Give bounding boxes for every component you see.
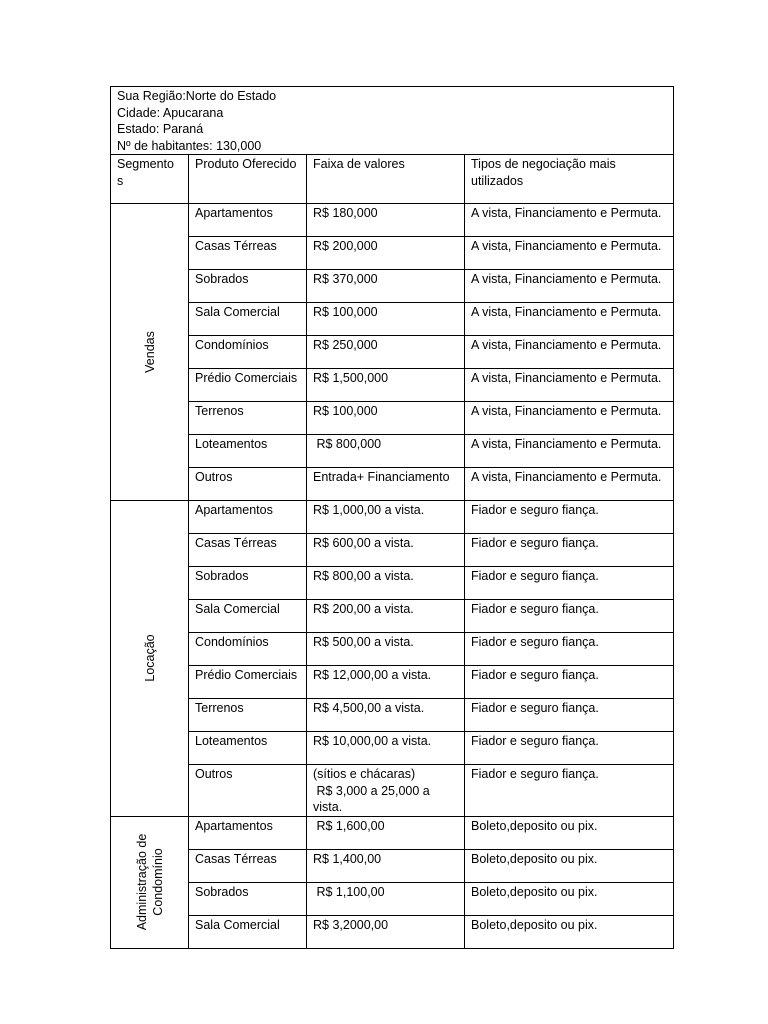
produto-cell	[189, 402, 307, 435]
tipo-text: Boleto,deposito ou pix.	[471, 818, 598, 833]
faixa-cell	[307, 435, 465, 468]
produto-cell	[189, 435, 307, 468]
col-header-faixa	[307, 155, 465, 204]
tipo-cell	[465, 666, 674, 699]
produto-cell	[189, 699, 307, 732]
table-row	[111, 915, 674, 948]
tipo-cell	[465, 915, 674, 948]
faixa-cell	[307, 915, 465, 948]
tipo-cell	[465, 882, 674, 915]
tipo-text: Fiador e seguro fiança.	[471, 701, 599, 715]
produto-text: Apartamentos	[195, 503, 273, 517]
faixa-cell	[307, 270, 465, 303]
faixa-text: R$ 1,600,00	[313, 818, 385, 833]
tipo-cell	[465, 765, 674, 817]
table-row	[111, 237, 674, 270]
table-row	[111, 402, 674, 435]
locacao-label: Locação	[142, 634, 157, 682]
produto-cell	[189, 501, 307, 534]
table-row	[111, 336, 674, 369]
cidade-text: Cidade: Apucarana	[117, 105, 224, 120]
administracao-label	[134, 834, 166, 931]
tipo-text: Fiador e seguro fiança.	[471, 503, 599, 517]
produto-cell	[189, 270, 307, 303]
faixa-cell	[307, 336, 465, 369]
produto-text: Sala Comercial	[195, 917, 280, 932]
faixa-cell	[307, 468, 465, 501]
produto-cell	[189, 204, 307, 237]
produto-cell	[189, 303, 307, 336]
produto-text: Outros	[195, 767, 233, 781]
table-row	[111, 732, 674, 765]
produto-text: Sala Comercial	[195, 305, 280, 319]
table-row	[111, 849, 674, 882]
produto-cell	[189, 816, 307, 849]
estado-text: Estado: Paraná	[117, 122, 204, 136]
produto-cell	[189, 534, 307, 567]
tipo-cell	[465, 567, 674, 600]
table-row	[111, 204, 674, 237]
col-header-segmentos	[111, 155, 189, 204]
produto-text: Terrenos	[195, 404, 244, 418]
faixa-cell	[307, 402, 465, 435]
faixa-cell	[307, 237, 465, 270]
administracao-section	[111, 816, 674, 948]
tipo-text: A vista, Financiamento e Permuta.	[471, 371, 662, 385]
faixa-text: R$ 1,400,00	[313, 851, 382, 866]
header-info-cell	[111, 87, 674, 155]
faixa-text: R$ 10,000,00 a vista.	[313, 734, 432, 748]
col-header-tipos	[465, 155, 674, 204]
produto-text: Sobrados	[195, 884, 249, 899]
tipo-text: Fiador e seguro fiança.	[471, 569, 599, 583]
tipo-text: A vista, Financiamento e Permuta.	[471, 338, 662, 352]
table-row	[111, 816, 674, 849]
tipo-text: Fiador e seguro fiança.	[471, 734, 599, 748]
produto-text: Outros	[195, 470, 233, 484]
faixa-text: R$ 3,2000,00	[313, 917, 389, 932]
tipo-text: A vista, Financiamento e Permuta.	[471, 239, 662, 253]
tipo-text: A vista, Financiamento e Permuta.	[471, 437, 662, 451]
faixa-text: R$ 4,500,00 a vista.	[313, 701, 425, 715]
tipo-cell	[465, 435, 674, 468]
produto-cell	[189, 336, 307, 369]
col-header-produto	[189, 155, 307, 204]
table-row	[111, 501, 674, 534]
col-header-tipos-text: Tipos de negociação mais utilizados	[471, 157, 616, 188]
faixa-text: R$ 200,00 a vista.	[313, 602, 414, 616]
tipo-cell	[465, 600, 674, 633]
table-row	[111, 468, 674, 501]
produto-cell	[189, 732, 307, 765]
produto-text: Condomínios	[195, 635, 269, 649]
tipo-cell	[465, 237, 674, 270]
produto-text: Casas Térreas	[195, 239, 277, 253]
tipo-cell	[465, 816, 674, 849]
produto-text: Apartamentos	[195, 818, 273, 833]
faixa-text: R$ 500,00 a vista.	[313, 635, 414, 649]
tipo-text: Boleto,deposito ou pix.	[471, 884, 598, 899]
faixa-text: R$ 370,000	[313, 272, 378, 286]
faixa-cell	[307, 534, 465, 567]
segment-cell-administracao	[111, 816, 189, 948]
tipo-cell	[465, 534, 674, 567]
faixa-text: Entrada+ Financiamento	[313, 470, 450, 484]
faixa-cell	[307, 699, 465, 732]
produto-cell	[189, 633, 307, 666]
produto-cell	[189, 369, 307, 402]
tipo-text: Boleto,deposito ou pix.	[471, 917, 598, 932]
tipo-text: A vista, Financiamento e Permuta.	[471, 404, 662, 418]
tipo-text: Fiador e seguro fiança.	[471, 668, 599, 682]
faixa-cell	[307, 567, 465, 600]
tipo-text: A vista, Financiamento e Permuta.	[471, 206, 662, 220]
tipo-text: Fiador e seguro fiança.	[471, 635, 599, 649]
tipo-text: Fiador e seguro fiança.	[471, 767, 599, 781]
faixa-text: R$ 200,000	[313, 239, 378, 253]
faixa-cell	[307, 882, 465, 915]
faixa-text: R$ 1,000,00 a vista.	[313, 503, 425, 517]
table-row	[111, 765, 674, 817]
produto-text: Prédio Comerciais	[195, 668, 298, 682]
produto-cell	[189, 765, 307, 817]
regiao-text: Sua Região:Norte do Estado	[117, 89, 277, 103]
faixa-text: R$ 800,00 a vista.	[313, 569, 414, 583]
faixa-line-text: vista.	[313, 800, 343, 814]
segment-cell-locacao	[111, 501, 189, 817]
faixa-cell	[307, 600, 465, 633]
produto-text: Loteamentos	[195, 734, 268, 748]
table-row	[111, 699, 674, 732]
faixa-text: R$ 100,000	[313, 305, 378, 319]
table-row	[111, 534, 674, 567]
table-row	[111, 369, 674, 402]
tipo-cell	[465, 204, 674, 237]
vendas-section	[111, 204, 674, 501]
tipo-cell	[465, 501, 674, 534]
locacao-section	[111, 501, 674, 817]
tipo-cell	[465, 336, 674, 369]
produto-text: Condomínios	[195, 338, 269, 352]
col-header-faixa-text: Faixa de valores	[313, 157, 405, 171]
faixa-cell	[307, 303, 465, 336]
tipo-cell	[465, 633, 674, 666]
tipo-text: A vista, Financiamento e Permuta.	[471, 272, 662, 286]
produto-cell	[189, 468, 307, 501]
produto-cell	[189, 915, 307, 948]
produto-text: Casas Térreas	[195, 851, 277, 866]
segment-cell-vendas	[111, 204, 189, 501]
tipo-cell	[465, 369, 674, 402]
produto-text: Apartamentos	[195, 206, 273, 220]
col-header-segmentos-text: Segmento s	[117, 157, 174, 188]
administracao-label-line: Administração de	[134, 833, 149, 931]
faixa-text: R$ 180,000	[313, 206, 378, 220]
tipo-cell	[465, 849, 674, 882]
tipo-text: A vista, Financiamento e Permuta.	[471, 470, 662, 484]
produto-cell	[189, 237, 307, 270]
table-row	[111, 435, 674, 468]
produto-cell	[189, 666, 307, 699]
tipo-text: A vista, Financiamento e Permuta.	[471, 305, 662, 319]
column-header-row	[111, 155, 674, 204]
faixa-cell	[307, 204, 465, 237]
table-row	[111, 303, 674, 336]
produto-text: Sobrados	[195, 569, 249, 583]
tipo-text: Boleto,deposito ou pix.	[471, 851, 598, 866]
tipo-cell	[465, 732, 674, 765]
table-row	[111, 882, 674, 915]
tipo-text: Fiador e seguro fiança.	[471, 536, 599, 550]
tipo-cell	[465, 303, 674, 336]
tipo-cell	[465, 699, 674, 732]
produto-cell	[189, 849, 307, 882]
produto-text: Sobrados	[195, 272, 249, 286]
produto-text: Sala Comercial	[195, 602, 280, 616]
produto-cell	[189, 882, 307, 915]
table-row	[111, 666, 674, 699]
faixa-cell	[307, 816, 465, 849]
faixa-line-text: (sítios e chácaras)	[313, 767, 416, 781]
produto-text: Loteamentos	[195, 437, 268, 451]
faixa-cell	[307, 501, 465, 534]
faixa-line-text: R$ 3,000 a 25,000 a	[313, 783, 430, 798]
vendas-label: Vendas	[142, 331, 157, 373]
header-info-row	[111, 87, 674, 155]
faixa-text: R$ 1,100,00	[313, 884, 385, 899]
faixa-text: R$ 800,000	[313, 437, 382, 451]
faixa-text: R$ 600,00 a vista.	[313, 536, 414, 550]
faixa-text: R$ 100,000	[313, 404, 378, 418]
table-row	[111, 567, 674, 600]
faixa-cell	[307, 765, 465, 817]
faixa-cell	[307, 369, 465, 402]
tipo-cell	[465, 402, 674, 435]
table-row	[111, 600, 674, 633]
faixa-text: R$ 250,000	[313, 338, 378, 352]
faixa-cell	[307, 633, 465, 666]
faixa-text: R$ 12,000,00 a vista.	[313, 668, 432, 682]
habitantes-text: Nº de habitantes: 130,000	[117, 138, 262, 153]
produto-cell	[189, 567, 307, 600]
produto-text: Terrenos	[195, 701, 244, 715]
produto-text: Casas Térreas	[195, 536, 277, 550]
tipo-cell	[465, 468, 674, 501]
tipo-text: Fiador e seguro fiança.	[471, 602, 599, 616]
produto-text: Prédio Comerciais	[195, 371, 298, 385]
table-row	[111, 633, 674, 666]
table-row	[111, 270, 674, 303]
market-table	[110, 86, 674, 949]
tipo-cell	[465, 270, 674, 303]
faixa-cell	[307, 666, 465, 699]
administracao-label-line: Condomínio	[150, 848, 165, 916]
faixa-text: R$ 1,500,000	[313, 371, 389, 385]
faixa-cell	[307, 849, 465, 882]
col-header-produto-text: Produto Oferecido	[195, 157, 297, 171]
produto-cell	[189, 600, 307, 633]
faixa-cell	[307, 732, 465, 765]
